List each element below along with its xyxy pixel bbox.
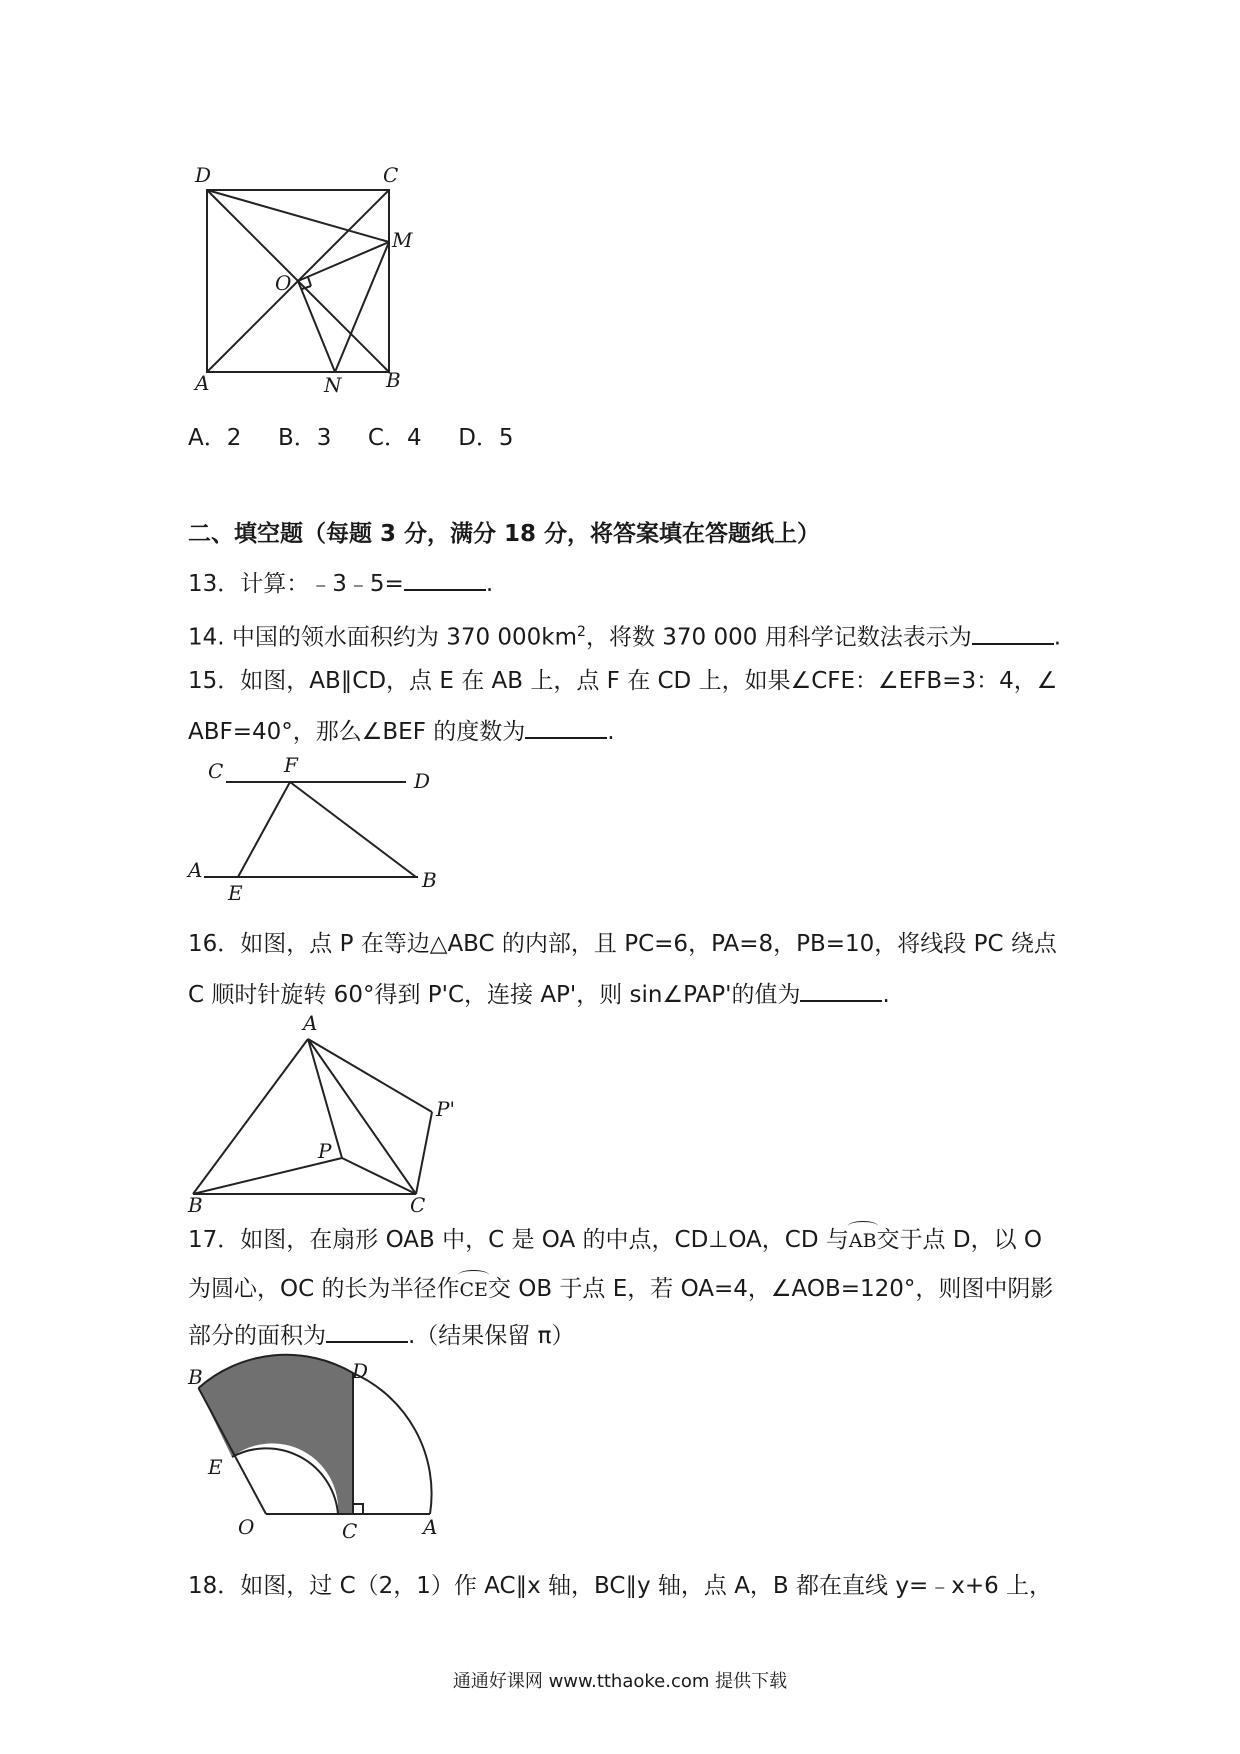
q17-line2a: 为圆心，OC 的长为半径作 xyxy=(188,1276,460,1302)
question-16-line2 xyxy=(188,980,890,1009)
question-15-line2 xyxy=(188,717,615,746)
question-17-line2 xyxy=(188,1272,1053,1304)
q14-text: 14. 中国的领水面积约为 370 000km xyxy=(188,624,578,651)
question-15-line1: 15．如图，AB∥CD，点 E 在 AB 上，点 F 在 CD 上，如果∠CFE：∠EFB=3：4，∠ xyxy=(188,668,1058,694)
label-a: A xyxy=(303,1011,318,1035)
label-b: B xyxy=(188,1193,203,1217)
answer-blank[interactable] xyxy=(326,1321,408,1343)
q12-option-a: A．2 xyxy=(188,425,242,451)
label-c: C xyxy=(342,1519,358,1543)
answer-blank[interactable] xyxy=(800,980,882,1002)
q15-line2-text: ABF=40°，那么∠BEF 的度数为 xyxy=(188,719,526,745)
label-d: D xyxy=(414,769,431,793)
label-c: C xyxy=(208,759,224,783)
label-b: B xyxy=(422,868,437,892)
label-o: O xyxy=(238,1515,255,1539)
q13-end: . xyxy=(485,571,494,597)
label-a: A xyxy=(188,858,203,882)
label-a: A xyxy=(423,1515,438,1539)
answer-blank[interactable] xyxy=(525,717,607,739)
q17-line2b: 交 OB 于点 E，若 OA=4，∠AOB=120°，则图中阴影 xyxy=(487,1276,1054,1302)
label-a: A xyxy=(195,371,210,395)
q15-end: . xyxy=(607,719,615,745)
label-f: F xyxy=(284,753,298,777)
q17-line1b: 交于点 D，以 O xyxy=(876,1227,1042,1253)
question-18: 18．如图，过 C（2，1）作 AC∥x 轴，BC∥y 轴，点 A，B 都在直线 y=﹣x+6 上， xyxy=(188,1573,1053,1599)
figure-sector xyxy=(188,1359,448,1551)
question-13 xyxy=(188,569,493,598)
question-17-line3 xyxy=(188,1321,574,1350)
label-d: D xyxy=(195,163,212,187)
q14-sup: 2 xyxy=(577,624,586,640)
label-c: C xyxy=(410,1193,426,1217)
q12-options xyxy=(188,424,514,452)
q16-line2-text: C 顺时针旋转 60°得到 P'C，连接 AP'，则 sin∠PAP'的值为 xyxy=(188,982,801,1008)
label-e: E xyxy=(228,881,243,905)
answer-blank[interactable] xyxy=(972,623,1054,645)
label-d: D xyxy=(352,1359,369,1383)
q17-line1a: 17．如图，在扇形 OAB 中，C 是 OA 的中点，CD⊥OA，CD 与 xyxy=(188,1227,849,1253)
q12-option-d: D．5 xyxy=(458,425,514,451)
footer: 通通好课网 www.tthaoke.com 提供下载 xyxy=(452,1671,788,1692)
figure-square xyxy=(190,163,420,398)
q14-text2: ，将数 370 000 用科学记数法表示为 xyxy=(585,624,972,651)
q17-line3-text: 部分的面积为 xyxy=(188,1323,326,1349)
label-o: O xyxy=(275,271,292,295)
question-16-line1: 16．如图，点 P 在等边△ABC 的内部，且 PC=6，PA=8，PB=10，将线段 PC 绕点 xyxy=(188,931,1057,957)
label-b: B xyxy=(188,1365,203,1389)
label-b: B xyxy=(386,368,401,392)
q12-option-b: B．3 xyxy=(277,425,332,451)
section-title: 二、填空题（每题 3 分，满分 18 分，将答案填在答题纸上） xyxy=(188,521,821,547)
figure-triangle xyxy=(188,1011,458,1217)
arc-ce-symbol: CE xyxy=(459,1272,487,1304)
label-p-prime: P' xyxy=(436,1097,455,1121)
question-14 xyxy=(188,618,1061,652)
q13-text: 13．计算：﹣3﹣5= xyxy=(188,571,404,597)
q16-end: . xyxy=(882,982,890,1008)
label-c: C xyxy=(383,163,399,187)
q12-option-c: C．4 xyxy=(367,425,422,451)
q14-end: . xyxy=(1053,624,1062,651)
arc-ab-symbol: AB xyxy=(849,1223,877,1255)
label-n: N xyxy=(324,373,342,397)
label-m: M xyxy=(392,228,413,252)
answer-blank[interactable] xyxy=(404,569,486,591)
label-e: E xyxy=(208,1455,223,1479)
label-p: P xyxy=(318,1139,332,1163)
q17-line3-end: .（结果保留 π） xyxy=(408,1323,575,1349)
question-17-line1 xyxy=(188,1223,1042,1255)
figure-parallel-lines xyxy=(188,752,448,905)
